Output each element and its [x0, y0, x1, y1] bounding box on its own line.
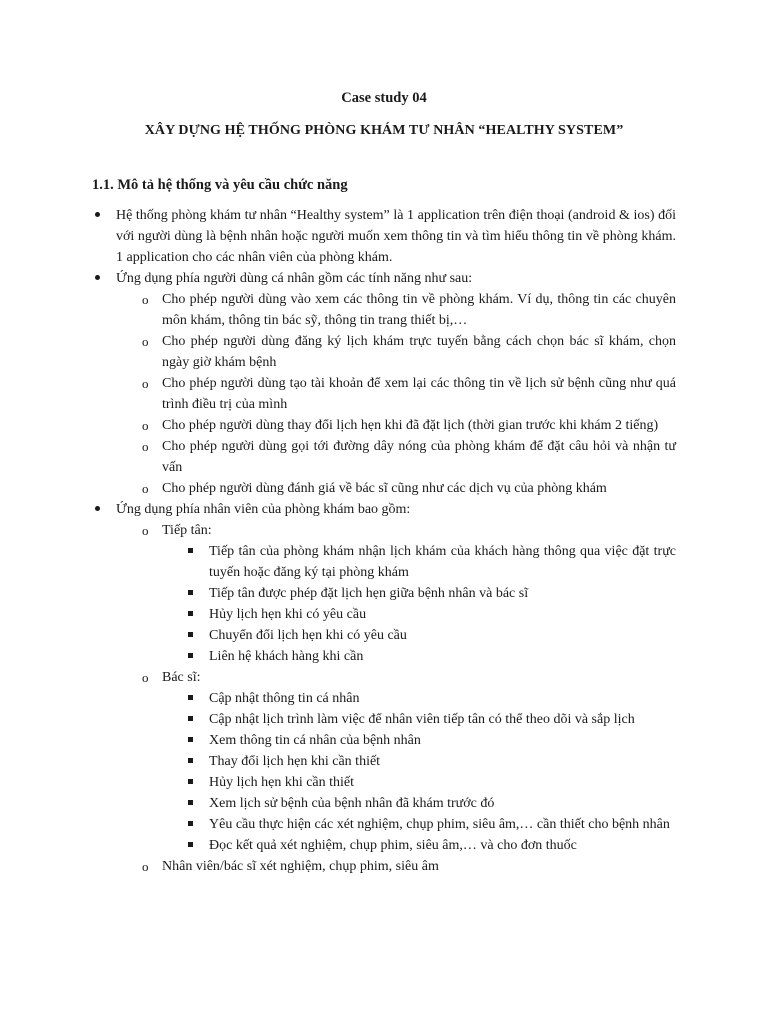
sub-sub-item — [92, 835, 676, 856]
sub-item-text: Cho phép người dùng đăng ký lịch khám trực tuyến bằng cách chọn bác sĩ khám, chọn ngày giờ khám bệnh — [162, 334, 676, 370]
sub-sub-item-marker — [188, 814, 193, 835]
sub-sub-item — [92, 646, 676, 667]
sub-sub-item-marker — [188, 583, 193, 604]
bullet-list — [92, 205, 676, 877]
sub-item — [92, 289, 676, 331]
sub-sub-item-text: Cập nhật thông tin cá nhân — [209, 691, 360, 706]
sub-item-text: Cho phép người dùng tạo tài khoản để xem lại các thông tin về lịch sử bệnh cũng như quá trình điều trị của mình — [162, 376, 676, 412]
sub-sub-item — [92, 688, 676, 709]
sub-sub-item-marker — [188, 625, 193, 646]
sub-item-text: Cho phép người dùng thay đổi lịch hẹn khi đã đặt lịch (thời gian trước khi khám 2 tiếng) — [162, 418, 659, 433]
bullet-item-text: Ứng dụng phía nhân viên của phòng khám bao gồm: — [116, 502, 411, 517]
sub-item — [92, 478, 676, 499]
sub-sub-item-text: Thay đổi lịch hẹn khi cần thiết — [209, 754, 381, 769]
sub-sub-item-text: Tiếp tân của phòng khám nhận lịch khám của khách hàng thông qua việc đặt trực tuyến hoặc đăng ký tại phòng khám — [209, 544, 676, 580]
bullet-item — [92, 268, 676, 289]
sub-item-text: Cho phép người dùng vào xem các thông tin về phòng khám. Ví dụ, thông tin các chuyên môn khám, thông tin bác sỹ, thông tin trang thiết bị,… — [162, 292, 676, 328]
sub-item-marker: o — [142, 481, 149, 496]
sub-sub-item — [92, 793, 676, 814]
sub-sub-item-marker — [188, 751, 193, 772]
sub-sub-item — [92, 772, 676, 793]
sub-sub-item-text: Tiếp tân được phép đặt lịch hẹn giữa bệnh nhân và bác sĩ — [209, 586, 529, 601]
sub-sub-item-text: Hủy lịch hẹn khi có yêu cầu — [209, 607, 367, 622]
bullet-item-text: Ứng dụng phía người dùng cá nhân gồm các tính năng như sau: — [116, 271, 473, 286]
sub-sub-item-text: Đọc kết quả xét nghiệm, chụp phim, siêu âm,… và cho đơn thuốc — [209, 838, 577, 853]
sub-sub-item-text: Chuyển đổi lịch hẹn khi có yêu cầu — [209, 628, 407, 643]
sub-sub-item-text: Xem lịch sử bệnh của bệnh nhân đã khám trước đó — [209, 796, 495, 811]
sub-item-marker: o — [142, 418, 149, 433]
sub-item — [92, 856, 676, 877]
sub-item — [92, 667, 676, 688]
sub-sub-item-marker — [188, 772, 193, 793]
sub-sub-item — [92, 583, 676, 604]
document-subtitle: XÂY DỰNG HỆ THỐNG PHÒNG KHÁM TƯ NHÂN “HEALTHY SYSTEM” — [144, 123, 624, 138]
bullet-item-text: Hệ thống phòng khám tư nhân “Healthy system” là 1 application trên điện thoại (android & ios) đối với người dùng là bệnh nhân hoặc người muốn xem thông tin và tìm hiểu thông tin về phòng khám. 1 application cho các nhân viên của phòng khám. — [116, 208, 676, 265]
sub-item — [92, 436, 676, 478]
bullet-item — [92, 205, 676, 268]
sub-item-text: Cho phép người dùng đánh giá về bác sĩ cũng như các dịch vụ của phòng khám — [162, 481, 607, 496]
sub-item-text: Nhân viên/bác sĩ xét nghiệm, chụp phim, siêu âm — [162, 859, 439, 874]
sub-item-marker: o — [142, 523, 149, 538]
bullet-item-marker — [92, 205, 102, 226]
section-heading: 1.1. Mô tả hệ thống và yêu cầu chức năng — [92, 177, 348, 193]
sub-sub-item — [92, 751, 676, 772]
sub-sub-item — [92, 625, 676, 646]
sub-item-text: Tiếp tân: — [162, 523, 212, 538]
sub-item-marker: o — [142, 292, 149, 307]
sub-sub-item — [92, 541, 676, 583]
document-title: Case study 04 — [341, 90, 427, 106]
sub-sub-item — [92, 709, 676, 730]
sub-sub-item — [92, 814, 676, 835]
bullet-item-marker — [92, 268, 102, 289]
sub-sub-item-marker — [188, 541, 193, 562]
sub-item-text: Cho phép người dùng gọi tới đường dây nóng của phòng khám để đặt câu hỏi và nhận tư vấn — [162, 439, 676, 475]
sub-item-marker: o — [142, 376, 149, 391]
sub-item — [92, 373, 676, 415]
sub-sub-item-text: Yêu cầu thực hiện các xét nghiệm, chụp phim, siêu âm,… cần thiết cho bệnh nhân — [209, 817, 670, 832]
sub-sub-item-text: Hủy lịch hẹn khi cần thiết — [209, 775, 355, 790]
bullet-item-marker — [92, 499, 102, 520]
sub-sub-item-marker — [188, 730, 193, 751]
bullet-item — [92, 499, 676, 520]
sub-sub-item-marker — [188, 835, 193, 856]
sub-item — [92, 331, 676, 373]
sub-sub-item-text: Xem thông tin cá nhân của bệnh nhân — [209, 733, 421, 748]
document-body — [92, 205, 676, 877]
sub-sub-item-marker — [188, 793, 193, 814]
sub-item-marker: o — [142, 334, 149, 349]
sub-sub-item-text: Liên hệ khách hàng khi cần — [209, 649, 364, 664]
sub-sub-item — [92, 730, 676, 751]
sub-item-text: Bác sĩ: — [162, 670, 201, 685]
sub-item — [92, 415, 676, 436]
sub-item — [92, 520, 676, 541]
sub-item-marker: o — [142, 859, 149, 874]
sub-sub-item-marker — [188, 604, 193, 625]
sub-sub-item-marker — [188, 646, 193, 667]
sub-item-marker: o — [142, 670, 149, 685]
sub-sub-item-marker — [188, 709, 193, 730]
sub-sub-item-text: Cập nhật lịch trình làm việc để nhân viên tiếp tân có thể theo dõi và sắp lịch — [209, 712, 635, 727]
sub-sub-item-marker — [188, 688, 193, 709]
sub-sub-item — [92, 604, 676, 625]
sub-item-marker: o — [142, 439, 149, 454]
